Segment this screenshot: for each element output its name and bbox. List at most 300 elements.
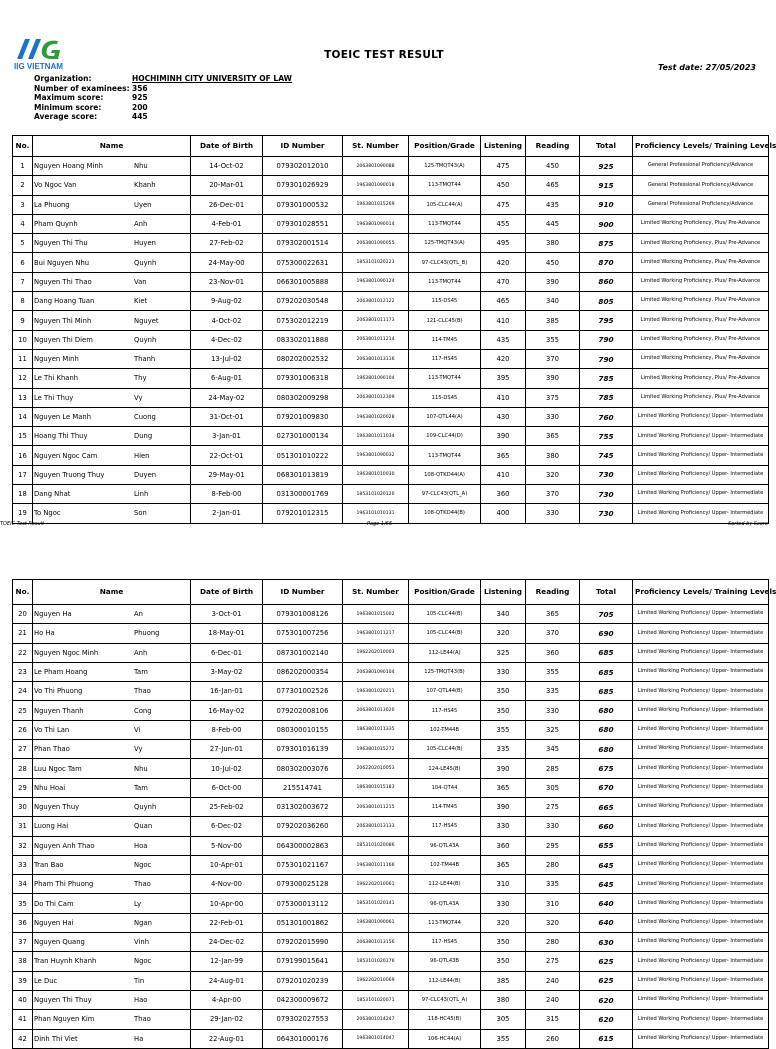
- cell-listening: 475: [481, 195, 526, 214]
- first-name: Anh: [134, 220, 148, 229]
- cell-no: 9: [13, 311, 33, 330]
- cell-proficiency: Limited Working Proficiency/ Upper- Intermediate: [633, 836, 769, 855]
- cell-name: [33, 720, 191, 739]
- cell-dob: 2-Jan-01: [191, 504, 263, 523]
- table-row: [13, 875, 769, 894]
- cell-total: 625: [580, 971, 633, 990]
- first-name: Vy: [134, 745, 143, 754]
- cell-st-number: 2063801011173: [343, 311, 409, 330]
- cell-position: 112-LE44(A): [409, 643, 481, 662]
- cell-no: 31: [13, 817, 33, 836]
- table-row: [13, 933, 769, 952]
- cell-name: [33, 836, 191, 855]
- cell-position: 113-TMQT44: [409, 272, 481, 291]
- first-name: Tin: [134, 976, 145, 985]
- cell-st-number: 1963801011034: [343, 427, 409, 446]
- cell-proficiency: Limited Working Proficiency/ Upper- Intermediate: [633, 855, 769, 874]
- cell-name: [33, 990, 191, 1009]
- last-middle-name: Nguyen Ha: [34, 610, 72, 619]
- table-row: [13, 349, 769, 368]
- cell-name: [33, 292, 191, 311]
- last-middle-name: Le Thi Khanh: [34, 374, 79, 383]
- first-name: Duyen: [134, 470, 157, 479]
- cell-id-number: 079300025128: [263, 875, 343, 894]
- first-name: Quynh: [134, 258, 157, 267]
- cell-reading: 365: [526, 427, 580, 446]
- cell-position: 96-QTL43A: [409, 894, 481, 913]
- table-row: [13, 214, 769, 233]
- cell-proficiency: Limited Working Proficiency/ Upper- Intermediate: [633, 778, 769, 797]
- cell-reading: 275: [526, 797, 580, 816]
- cell-dob: 26-Dec-01: [191, 195, 263, 214]
- cell-id-number: 079202015990: [263, 933, 343, 952]
- cell-dob: 24-May-00: [191, 253, 263, 272]
- cell-position: 113-TMQT44: [409, 369, 481, 388]
- cell-id-number: 080302009298: [263, 388, 343, 407]
- cell-total: 875: [580, 234, 633, 253]
- first-name: Huyen: [134, 239, 156, 248]
- cell-st-number: 1963801011166: [343, 855, 409, 874]
- cell-dob: 27-Feb-02: [191, 234, 263, 253]
- cell-id-number: 079201020239: [263, 971, 343, 990]
- cell-reading: 360: [526, 643, 580, 662]
- cell-proficiency: Limited Working Proficiency/ Upper- Intermediate: [633, 875, 769, 894]
- cell-st-number: 1853101020120: [343, 485, 409, 504]
- cell-total: 630: [580, 933, 633, 952]
- cell-st-number: 2063801090055: [343, 234, 409, 253]
- cell-position: 121-CLC45(B): [409, 311, 481, 330]
- cell-no: 25: [13, 701, 33, 720]
- cell-position: 113-TMQT44: [409, 214, 481, 233]
- cell-st-number: 2063801012309: [343, 388, 409, 407]
- cell-proficiency: Limited Working Proficiency/ Upper- Intermediate: [633, 407, 769, 426]
- last-middle-name: Vo Thi Lan: [34, 725, 70, 734]
- cell-name: [33, 272, 191, 291]
- last-middle-name: Nguyen Thi Diem: [34, 335, 93, 344]
- cell-name: [33, 349, 191, 368]
- cell-id-number: 080300010155: [263, 720, 343, 739]
- cell-no: 28: [13, 759, 33, 778]
- info-average-score: [34, 112, 292, 122]
- first-name: Cong: [134, 706, 152, 715]
- cell-proficiency: Limited Working Proficiency/ Upper- Intermediate: [633, 1010, 769, 1029]
- first-name: Hao: [134, 996, 148, 1005]
- cell-reading: 465: [526, 176, 580, 195]
- cell-proficiency: Limited Working Proficiency/ Upper- Intermediate: [633, 971, 769, 990]
- cell-no: 19: [13, 504, 33, 523]
- cell-no: 23: [13, 662, 33, 681]
- cell-proficiency: Limited Working Proficiency, Plus/ Pre-Advance: [633, 272, 769, 291]
- info-label: Average score:: [34, 112, 98, 122]
- cell-st-number: 1963801090061: [343, 913, 409, 932]
- last-middle-name: Nguyen Thi Thuy: [34, 996, 92, 1005]
- cell-proficiency: Limited Working Proficiency, Plus/ Pre-Advance: [633, 388, 769, 407]
- cell-dob: 23-Nov-01: [191, 272, 263, 291]
- cell-dob: 8-Feb-00: [191, 720, 263, 739]
- cell-listening: 365: [481, 778, 526, 797]
- results-table-page-2: [12, 579, 776, 1049]
- first-name: Ly: [134, 899, 142, 908]
- cell-proficiency: Limited Working Proficiency, Plus/ Pre-Advance: [633, 292, 769, 311]
- cell-total: 860: [580, 272, 633, 291]
- cell-position: 109-CLC44(D): [409, 427, 481, 446]
- col-reading-header: Reading: [526, 580, 580, 605]
- cell-position: 97-CLC43(QTL_B): [409, 253, 481, 272]
- cell-name: [33, 817, 191, 836]
- cell-total: 645: [580, 875, 633, 894]
- cell-total: 870: [580, 253, 633, 272]
- cell-position: 125-TMQT43(A): [409, 234, 481, 253]
- cell-listening: 380: [481, 990, 526, 1009]
- first-name: Uyen: [134, 200, 152, 209]
- col-listening-header: Listening: [481, 136, 526, 157]
- cell-reading: 240: [526, 971, 580, 990]
- cell-no: 21: [13, 624, 33, 643]
- col-total-header: Total: [580, 136, 633, 157]
- last-middle-name: Nguyen Thi Minh: [34, 316, 92, 325]
- cell-dob: 31-Oct-01: [191, 407, 263, 426]
- table-row: [13, 253, 769, 272]
- last-middle-name: Nguyen Le Manh: [34, 413, 92, 421]
- last-middle-name: Luu Ngoc Tam: [34, 764, 82, 773]
- cell-dob: 10-Apr-01: [191, 855, 263, 874]
- cell-position: 125-TMQT43(B): [409, 662, 481, 681]
- cell-st-number: 2063801013116: [343, 349, 409, 368]
- cell-position: 112-LE44(B): [409, 875, 481, 894]
- cell-proficiency: Limited Working Proficiency/ Upper- Intermediate: [633, 485, 769, 504]
- cell-name: [33, 157, 191, 176]
- cell-proficiency: Limited Working Proficiency/ Upper- Intermediate: [633, 427, 769, 446]
- cell-reading: 370: [526, 349, 580, 368]
- cell-id-number: 075301021167: [263, 855, 343, 874]
- table-row: [13, 817, 769, 836]
- cell-listening: 330: [481, 894, 526, 913]
- cell-name: [33, 504, 191, 523]
- table-row: [13, 1029, 769, 1048]
- cell-proficiency: Limited Working Proficiency/ Upper- Intermediate: [633, 913, 769, 932]
- cell-total: 680: [580, 701, 633, 720]
- cell-name: [33, 740, 191, 759]
- table-row: [13, 311, 769, 330]
- cell-listening: 450: [481, 176, 526, 195]
- cell-dob: 24-Aug-01: [191, 971, 263, 990]
- cell-proficiency: Limited Working Proficiency/ Upper- Intermediate: [633, 446, 769, 465]
- cell-total: 625: [580, 952, 633, 971]
- table-row: [13, 971, 769, 990]
- cell-id-number: 042300009672: [263, 990, 343, 1009]
- cell-proficiency: Limited Working Proficiency, Plus/ Pre-Advance: [633, 253, 769, 272]
- col-position-header: Position/Grade: [409, 136, 481, 157]
- cell-name: [33, 253, 191, 272]
- cell-name: [33, 643, 191, 662]
- cell-position: 102-TM44B: [409, 855, 481, 874]
- first-name: Vi: [134, 725, 141, 734]
- cell-position: 107-QTL44(A): [409, 407, 481, 426]
- cell-no: 38: [13, 952, 33, 971]
- cell-total: 670: [580, 778, 633, 797]
- cell-dob: 29-May-01: [191, 465, 263, 484]
- cell-reading: 345: [526, 740, 580, 759]
- cell-position: 96-QTL43A: [409, 836, 481, 855]
- col-st-number-header: St. Number: [343, 580, 409, 605]
- cell-id-number: 079201009830: [263, 407, 343, 426]
- cell-proficiency: General Professional Proficiency/Advance: [633, 176, 769, 195]
- cell-st-number: 1853101020176: [343, 952, 409, 971]
- info-value: HOCHIMINH CITY UNIVERSITY OF LAW: [132, 74, 292, 83]
- cell-id-number: 068301013819: [263, 465, 343, 484]
- col-dob-header: Date of Birth: [191, 580, 263, 605]
- cell-id-number: 215514741: [263, 778, 343, 797]
- cell-st-number: 1853101020141: [343, 894, 409, 913]
- cell-dob: 6-Dec-02: [191, 817, 263, 836]
- cell-dob: 6-Oct-00: [191, 778, 263, 797]
- table-row: [13, 1010, 769, 1029]
- cell-total: 730: [580, 485, 633, 504]
- cell-id-number: 079202036260: [263, 817, 343, 836]
- cell-total: 705: [580, 605, 633, 624]
- first-name: Tam: [134, 668, 148, 677]
- table-row: [13, 720, 769, 739]
- info-value: 200: [132, 102, 148, 112]
- cell-proficiency: Limited Working Proficiency/ Upper- Intermediate: [633, 605, 769, 624]
- cell-reading: 355: [526, 330, 580, 349]
- cell-no: 42: [13, 1029, 33, 1048]
- cell-position: 105-CLC44(B): [409, 740, 481, 759]
- cell-name: [33, 195, 191, 214]
- cell-total: 640: [580, 894, 633, 913]
- table-row: [13, 682, 769, 701]
- cell-st-number: 1963801090032: [343, 446, 409, 465]
- cell-position: 114-TM45: [409, 797, 481, 816]
- cell-position: 118-HC45(B): [409, 1010, 481, 1029]
- cell-position: 114-TM45: [409, 330, 481, 349]
- cell-name: [33, 952, 191, 971]
- table-row: [13, 797, 769, 816]
- cell-listening: 365: [481, 446, 526, 465]
- cell-no: 7: [13, 272, 33, 291]
- cell-listening: 495: [481, 234, 526, 253]
- cell-total: 745: [580, 446, 633, 465]
- cell-total: 615: [580, 1029, 633, 1048]
- info-value: 925: [132, 93, 148, 103]
- last-middle-name: Phan Thao: [34, 745, 70, 754]
- last-middle-name: Hoang Thi Thuy: [34, 432, 88, 441]
- cell-no: 40: [13, 990, 33, 1009]
- info-label: Maximum score:: [34, 93, 104, 103]
- last-middle-name: Nguyen Ngoc Cam: [34, 451, 98, 460]
- cell-st-number: 1963801020028: [343, 407, 409, 426]
- cell-name: [33, 214, 191, 233]
- cell-no: 12: [13, 369, 33, 388]
- cell-no: 13: [13, 388, 33, 407]
- first-name: Ngan: [134, 918, 152, 927]
- cell-name: [33, 682, 191, 701]
- cell-id-number: 079301016139: [263, 740, 343, 759]
- cell-reading: 315: [526, 1010, 580, 1029]
- cell-total: 690: [580, 624, 633, 643]
- cell-proficiency: Limited Working Proficiency, Plus/ Pre-Advance: [633, 349, 769, 368]
- results-table-page-1: [12, 135, 776, 524]
- cell-st-number: 1853101020086: [343, 836, 409, 855]
- table-row: [13, 855, 769, 874]
- col-listening-header: Listening: [481, 580, 526, 605]
- cell-st-number: 1963801015272: [343, 740, 409, 759]
- cell-position: 113-TMQT44: [409, 176, 481, 195]
- info-value: 445: [132, 112, 148, 122]
- cell-id-number: 077301002526: [263, 682, 343, 701]
- cell-listening: 455: [481, 214, 526, 233]
- last-middle-name: Nhu Hoai: [34, 783, 66, 792]
- cell-position: 102-TM44B: [409, 720, 481, 739]
- cell-st-number: 1853101020071: [343, 990, 409, 1009]
- cell-dob: 6-Aug-01: [191, 369, 263, 388]
- cell-dob: 4-Nov-00: [191, 875, 263, 894]
- cell-proficiency: General Professional Proficiency/Advance: [633, 157, 769, 176]
- cell-position: 108-QTKD44(A): [409, 465, 481, 484]
- table-row: [13, 836, 769, 855]
- cell-listening: 410: [481, 465, 526, 484]
- cell-listening: 395: [481, 369, 526, 388]
- col-total-header: Total: [580, 580, 633, 605]
- cell-dob: 12-Jan-99: [191, 952, 263, 971]
- info-value: 356: [132, 83, 148, 93]
- table-row: [13, 195, 769, 214]
- cell-dob: 4-Oct-02: [191, 311, 263, 330]
- info-label: Minimum score:: [34, 102, 102, 112]
- cell-position: 97-CLC43(QTL_A): [409, 990, 481, 1009]
- cell-total: 790: [580, 349, 633, 368]
- cell-no: 20: [13, 605, 33, 624]
- cell-no: 17: [13, 465, 33, 484]
- cell-position: 125-TMQT43(A): [409, 157, 481, 176]
- cell-dob: 4-Dec-02: [191, 330, 263, 349]
- cell-dob: 14-Oct-02: [191, 157, 263, 176]
- cell-position: 104-QT44: [409, 778, 481, 797]
- cell-reading: 380: [526, 446, 580, 465]
- cell-name: [33, 1029, 191, 1048]
- cell-st-number: 1863801015183: [343, 778, 409, 797]
- first-name: Nhu: [134, 764, 148, 773]
- cell-name: [33, 624, 191, 643]
- cell-total: 620: [580, 990, 633, 1009]
- cell-st-number: 1853101020223: [343, 253, 409, 272]
- cell-proficiency: Limited Working Proficiency, Plus/ Pre-Advance: [633, 330, 769, 349]
- cell-st-number: 1963801011217: [343, 624, 409, 643]
- cell-reading: 260: [526, 1029, 580, 1048]
- cell-total: 790: [580, 330, 633, 349]
- cell-total: 665: [580, 797, 633, 816]
- first-name: Van: [134, 277, 147, 286]
- first-name: Son: [134, 509, 147, 518]
- cell-dob: 25-Feb-02: [191, 797, 263, 816]
- cell-dob: 20-Mar-01: [191, 176, 263, 195]
- cell-listening: 400: [481, 504, 526, 523]
- cell-no: 30: [13, 797, 33, 816]
- cell-st-number: 1963801020211: [343, 682, 409, 701]
- first-name: Thao: [134, 880, 151, 889]
- cell-reading: 335: [526, 682, 580, 701]
- last-middle-name: La Phuong: [34, 200, 70, 209]
- cell-dob: 10-Jul-02: [191, 759, 263, 778]
- table-header-row: [13, 136, 769, 157]
- cell-no: 34: [13, 875, 33, 894]
- cell-no: 32: [13, 836, 33, 855]
- cell-id-number: 079302012010: [263, 157, 343, 176]
- cell-name: [33, 797, 191, 816]
- cell-id-number: 075300013112: [263, 894, 343, 913]
- last-middle-name: Luong Hai: [34, 822, 69, 831]
- cell-no: 41: [13, 1010, 33, 1029]
- cell-listening: 420: [481, 349, 526, 368]
- last-middle-name: Nguyen Hoang Minh: [34, 162, 103, 171]
- first-name: Ngoc: [134, 957, 152, 966]
- cell-st-number: 1863801011335: [343, 720, 409, 739]
- table-row: [13, 330, 769, 349]
- cell-position: 117-HS45: [409, 933, 481, 952]
- cell-dob: 13-Jul-02: [191, 349, 263, 368]
- first-name: An: [134, 610, 143, 619]
- cell-position: 117-HS45: [409, 349, 481, 368]
- cell-id-number: 075302012219: [263, 311, 343, 330]
- cell-reading: 310: [526, 894, 580, 913]
- cell-listening: 390: [481, 759, 526, 778]
- last-middle-name: Do Thi Cam: [34, 899, 74, 908]
- cell-id-number: 079301026929: [263, 176, 343, 195]
- col-position-header: Position/Grade: [409, 580, 481, 605]
- table-row: [13, 292, 769, 311]
- cell-proficiency: Limited Working Proficiency/ Upper- Intermediate: [633, 720, 769, 739]
- cell-st-number: 1963801015269: [343, 195, 409, 214]
- cell-st-number: 1963801010030: [343, 465, 409, 484]
- cell-listening: 350: [481, 952, 526, 971]
- cell-total: 645: [580, 855, 633, 874]
- cell-proficiency: Limited Working Proficiency/ Upper- Intermediate: [633, 465, 769, 484]
- table-header-row: [13, 580, 769, 605]
- cell-st-number: 1963801090014: [343, 214, 409, 233]
- cell-no: 15: [13, 427, 33, 446]
- cell-proficiency: Limited Working Proficiency/ Upper- Intermediate: [633, 643, 769, 662]
- cell-st-number: 2063801014247: [343, 1010, 409, 1029]
- footer-page-number: Page 1/66: [367, 521, 393, 527]
- cell-name: [33, 311, 191, 330]
- last-middle-name: Dang Hoang Tuan: [34, 297, 95, 306]
- col-no-header: No.: [13, 580, 33, 605]
- cell-id-number: 079202030548: [263, 292, 343, 311]
- cell-position: 117-HS45: [409, 701, 481, 720]
- exam-info: [34, 74, 292, 122]
- cell-position: 115-DS45: [409, 292, 481, 311]
- first-name: Hoa: [134, 841, 148, 850]
- cell-name: [33, 465, 191, 484]
- cell-st-number: 1963801090104: [343, 369, 409, 388]
- table-row: [13, 388, 769, 407]
- cell-id-number: 079199015641: [263, 952, 343, 971]
- cell-id-number: 087301002140: [263, 643, 343, 662]
- table-row: [13, 465, 769, 484]
- cell-reading: 335: [526, 875, 580, 894]
- table-row: [13, 701, 769, 720]
- cell-id-number: 066301005888: [263, 272, 343, 291]
- first-name: Anh: [134, 648, 148, 657]
- cell-no: 22: [13, 643, 33, 662]
- page-title: TOEIC TEST RESULT: [324, 49, 444, 61]
- cell-dob: 8-Feb-00: [191, 485, 263, 504]
- last-middle-name: Tran Bao: [34, 861, 64, 869]
- cell-total: 680: [580, 740, 633, 759]
- cell-proficiency: Limited Working Proficiency/ Upper- Intermediate: [633, 797, 769, 816]
- cell-name: [33, 933, 191, 952]
- table-row: [13, 662, 769, 681]
